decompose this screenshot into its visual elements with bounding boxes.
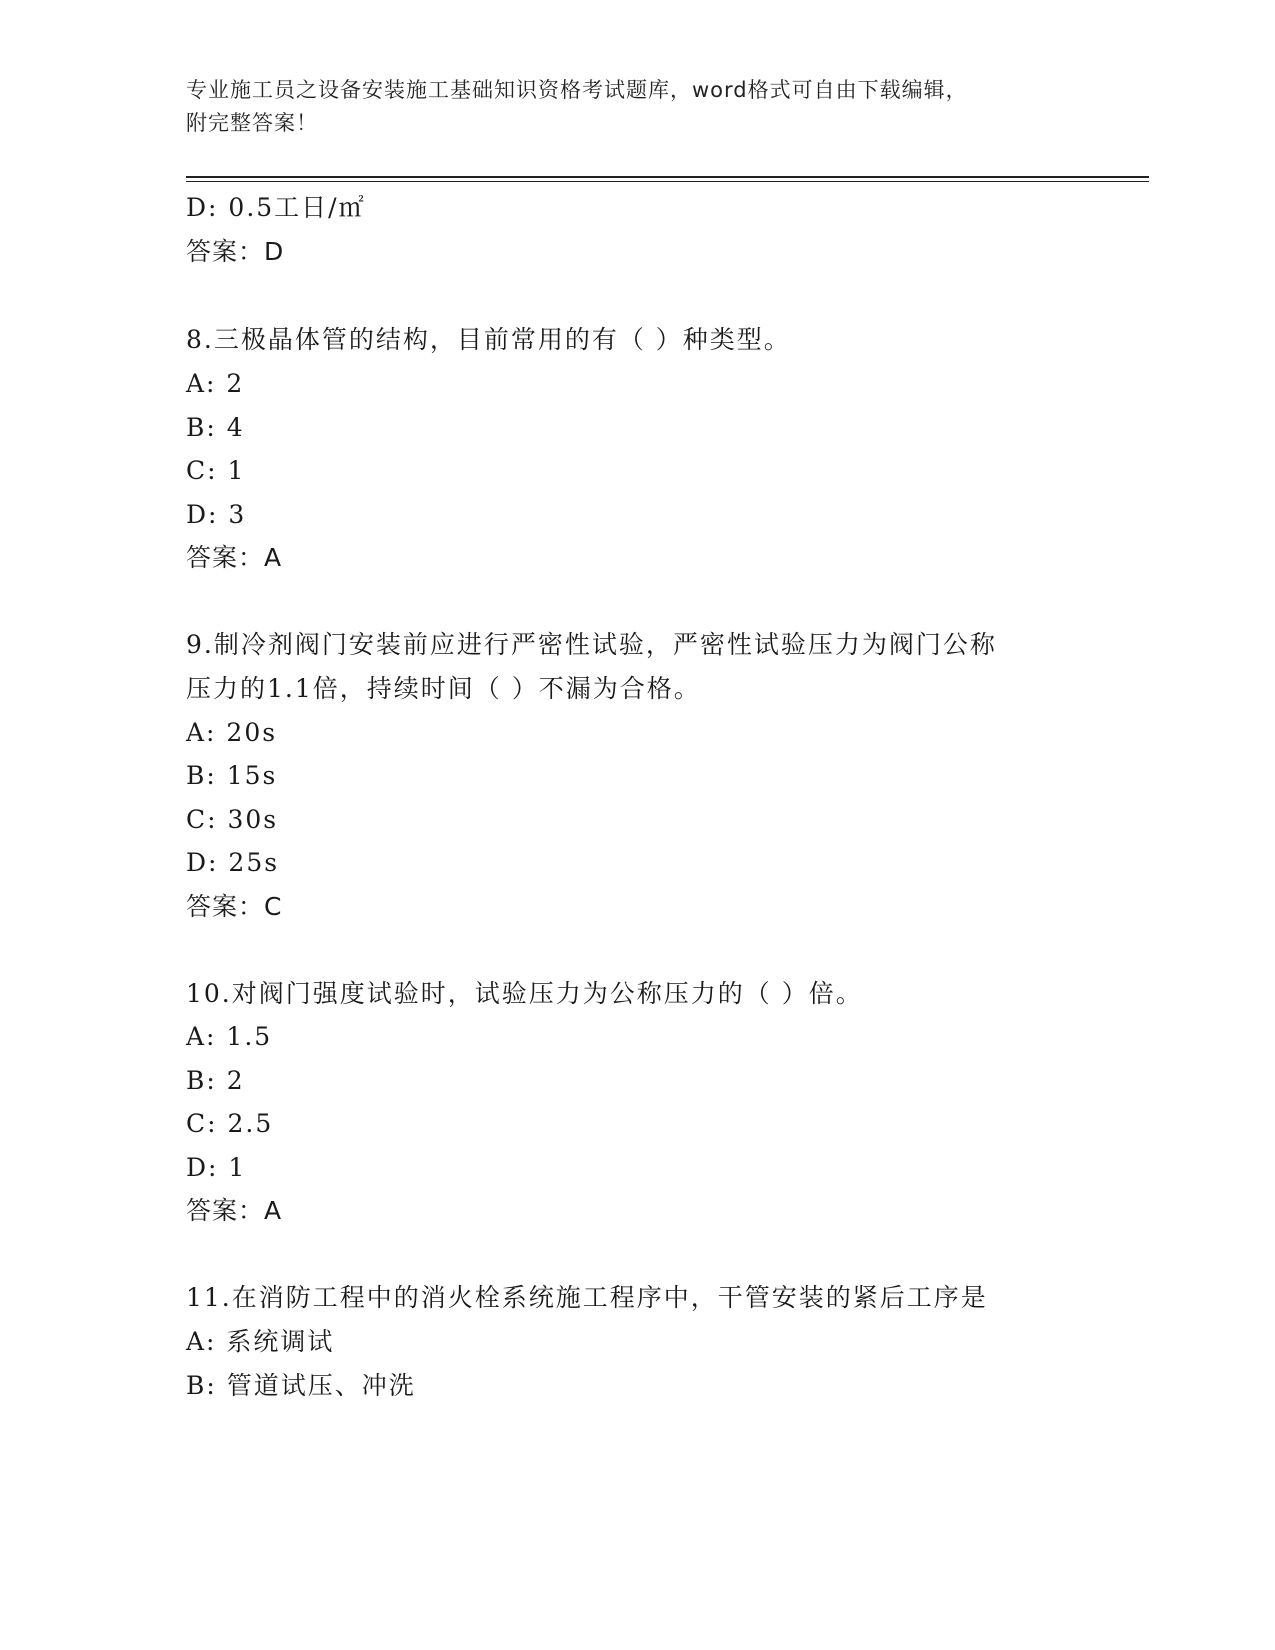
- q10-stem: 10.对阀门强度试验时，试验压力为公称压力的（ ）倍。: [186, 979, 863, 1008]
- q8-option-b: B: 4: [186, 413, 245, 442]
- q9-option-c: C: 30s: [186, 805, 279, 834]
- q10-option-d: D: 1: [186, 1153, 247, 1182]
- q11-option-b: B: 管道试压、冲洗: [186, 1371, 416, 1400]
- q8-option-c: C: 1: [186, 456, 246, 485]
- q11-option-a: A: 系统调试: [186, 1327, 335, 1356]
- q10-option-b: B: 2: [186, 1066, 245, 1095]
- q9-stem-line-2: 压力的1.1倍，持续时间（ ）不漏为合格。: [186, 674, 701, 703]
- q10-option-c: C: 2.5: [186, 1109, 274, 1138]
- q7-option-d: D: 0.5工日/㎡: [186, 193, 366, 222]
- q7-answer: 答案：D: [186, 237, 285, 266]
- q9-stem-line-1: 9.制冷剂阀门安装前应进行严密性试验，严密性试验压力为阀门公称: [186, 630, 997, 659]
- q10-answer: 答案：A: [186, 1196, 283, 1225]
- q9-answer: 答案：C: [186, 892, 283, 921]
- header-line-1: 专业施工员之设备安装施工基础知识资格考试题库，word格式可自由下载编辑，: [186, 78, 968, 102]
- q9-option-b: B: 15s: [186, 761, 278, 790]
- header-line-2: 附完整答案！: [186, 111, 318, 135]
- header-divider-thin: [186, 181, 1149, 182]
- q8-stem: 8.三极晶体管的结构，目前常用的有（ ）种类型。: [186, 325, 791, 354]
- q11-stem: 11.在消防工程中的消火栓系统施工程序中，干管安装的紧后工序是: [186, 1283, 988, 1312]
- document-header: [186, 74, 1086, 140]
- q9-option-d: D: 25s: [186, 848, 280, 877]
- q10-option-a: A: 1.5: [186, 1022, 273, 1051]
- q8-option-a: A: 2: [186, 369, 245, 398]
- header-divider-thick: [186, 176, 1149, 178]
- q8-option-d: D: 3: [186, 500, 247, 529]
- q9-option-a: A: 20s: [186, 718, 278, 747]
- q8-answer: 答案：A: [186, 543, 283, 572]
